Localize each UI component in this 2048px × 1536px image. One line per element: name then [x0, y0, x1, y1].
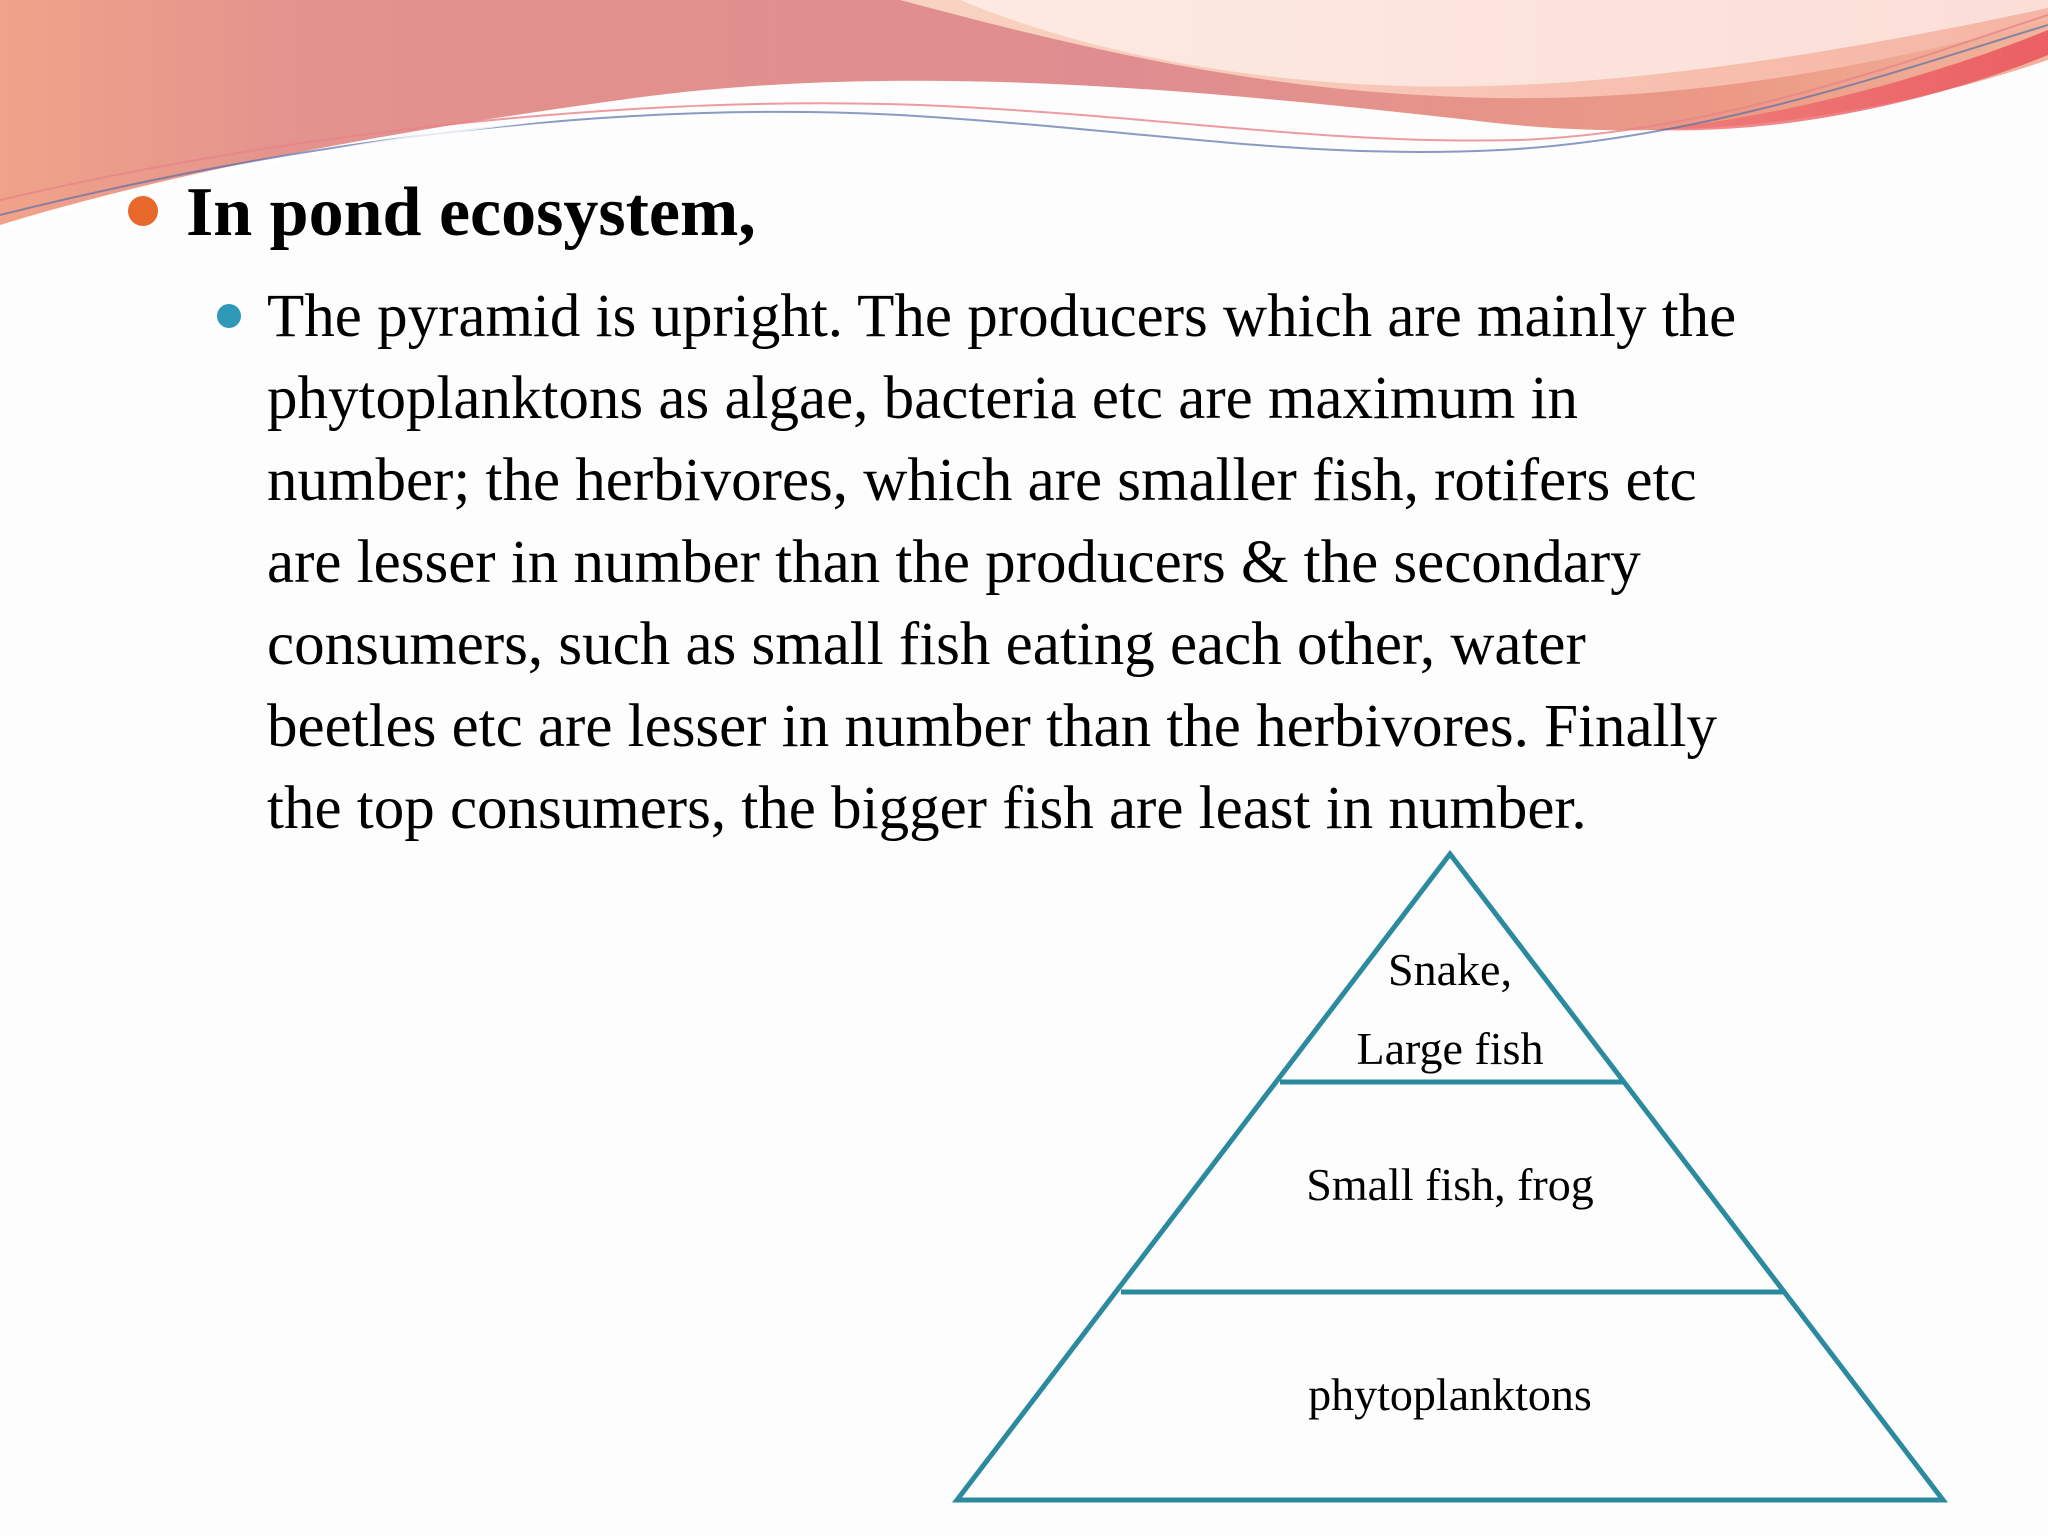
pyramid-top-tier-label-line1: Snake,: [1388, 944, 1512, 995]
bullet-dot-icon: [128, 196, 158, 226]
body-line: the top consumers, the bigger fish are least in number.: [267, 775, 1587, 842]
slide-body-paragraph: [267, 276, 1997, 850]
body-line: are lesser in number than the producers & the secondary: [267, 529, 1641, 596]
body-line: number; the herbivores, which are smaller fish, rotifers etc: [267, 447, 1697, 514]
pyramid-top-tier-label-line2: Large fish: [1356, 1023, 1544, 1074]
slide-heading: In pond ecosystem,: [186, 174, 756, 251]
pyramid-bottom-tier-label: phytoplanktons: [1308, 1369, 1592, 1420]
sub-bullet-dot-icon: [217, 304, 241, 328]
body-line: consumers, such as small fish eating each other, water: [267, 611, 1586, 678]
body-line: The pyramid is upright. The producers which are mainly the: [267, 283, 1737, 350]
body-line: beetles etc are lesser in number than the herbivores. Finally: [267, 693, 1717, 760]
pyramid-middle-tier-label: Small fish, frog: [1306, 1159, 1594, 1210]
body-line: phytoplanktons as algae, bacteria etc are maximum in: [267, 365, 1579, 432]
pyramid-of-numbers-diagram: [940, 840, 1980, 1520]
